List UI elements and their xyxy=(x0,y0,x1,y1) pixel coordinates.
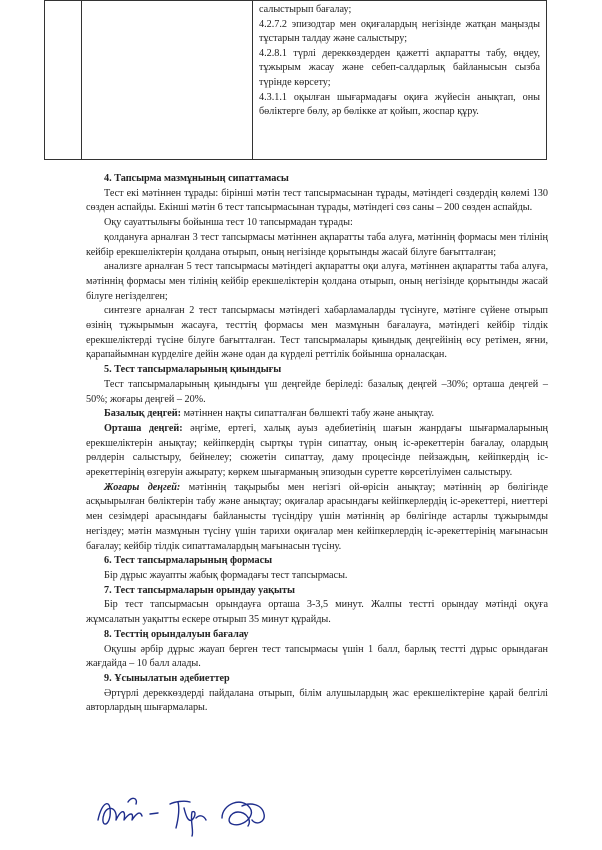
paragraph: синтезге арналған 2 тест тапсырмасы мәтіндегі хабарламаларды түсінуге, мәтінге сүйене отырып өзінің тұжырымын жасауға, тесттің формасы мен мазмұнын бағалауға, мәтіндегі кейбір тілдік ерекшеліктерді түсіне білуге бағытталған. Тест тапсырмалары қиындық деңгейінің өсу ретімен, яғни, қарапайымнан күрделіге дейін және одан да күрделі реттілік бойынша орналасқан. xyxy=(86,305,548,361)
section-heading: 4. Тапсырма мазмұнының сипаттамасы xyxy=(104,173,289,184)
section-heading: 7. Тест тапсырмаларын орындау уақыты xyxy=(104,584,295,596)
table-cell-number xyxy=(45,1,82,160)
table-cell-objectives xyxy=(253,1,547,160)
mid-level-label: Орташа деңгей: xyxy=(104,422,183,434)
paragraph: қолдануға арналған 3 тест тапсырмасы мәтіннен ақпаратты таба алуға, мәтіннің формасы мен тілінің кейбір ерекшеліктерін қолдана отырып, оның негізінде қорытынды жасай білуге бағытталған; xyxy=(86,231,548,258)
section-heading: 6. Тест тапсырмаларының формасы xyxy=(104,555,273,567)
basic-level-text: мәтіннен нақты сипатталған бөлшекті табу және анықтау. xyxy=(181,408,435,420)
table-line: 4.3.1.1 оқылған шығармадағы оқиға жүйесін анықтап, оны бөліктерге бөлу, әр бөлікке ат қойып, жоспар құру. xyxy=(259,91,540,118)
basic-level-label: Базалық деңгей: xyxy=(104,408,182,420)
paragraph: Бір тест тапсырмасын орындауға орташа 3-3,5 минут. Жалпы тестті орындау мәтінді оқуға жұмсалатын уақытты ескере отырып 35 минут құрайды. xyxy=(86,599,548,626)
paragraph-basic-level xyxy=(86,407,548,422)
paragraph: Әртүрлі дереккөздерді пайдалана отырып, білім алушылардың жас ерекшеліктеріне қарай белгілі авторлардың шығармалары. xyxy=(86,687,548,714)
paragraph-mid-level xyxy=(86,422,548,481)
paragraph-high-level xyxy=(86,481,548,555)
section-heading: 9. Ұсынылатын әдебиеттер xyxy=(104,672,230,684)
high-level-text: мәтіннің тақырыбы мен негізгі ой-өрісін анықтау; мәтіннің әр бөлігінде асқыырылған бөліктерін табу және анықтау; оқиғалар арасындағы кейіпкерлердің іс-әрекеттері, ниеттері мен сезімдері арасындағы байланысты түсіндіру үшін мәтіннің әр бөлігінде астарлы тұжырымды негіздеу; мәтін мазмұнын түсіну үшін тарихи оқиғалар мен кейіпкерлердің іс-әрекеттерінің мағынасын бағалау; кейбір тілдік сипаттамалардың мағынасын түсіну. xyxy=(86,481,548,552)
section-heading: 5. Тест тапсырмаларының қиындығы xyxy=(104,364,282,376)
section-heading: 8. Тесттің орындалуын бағалау xyxy=(104,628,249,640)
paragraph: анализге арналған 5 тест тапсырмасы мәтіндегі ақпаратты оқи алуға, мәтіннен ақпаратты таба алуға, мәтіннің формасы мен тілінің кейбір ерекшеліктерін қолдана отырып, оның негізінде қорытынды жасай білуге негізделген; xyxy=(86,261,548,302)
signature-3 xyxy=(222,802,264,826)
signature-2 xyxy=(170,801,206,836)
table-line: 4.2.8.1 түрлі дереккөздерден қажетті ақпаратты табу, өңдеу, тұжырым жасау және себеп-салдарлық байланысын сызба түрінде көрсету; xyxy=(259,47,540,88)
table-cell-topic xyxy=(82,1,253,160)
document-body xyxy=(86,172,548,716)
paragraph: Оқушы әрбір дұрыс жауап берген тест тапсырмасы үшін 1 балл, барлық тестті дұрыс орындаған жағдайда – 10 балл алады. xyxy=(86,643,548,670)
paragraph: Тест тапсырмаларының қиындығы үш деңгейде беріледі: базалық деңгей –30%; орташа деңгей – 50%; жоғары деңгей – 20%. xyxy=(86,378,548,405)
signature-dash xyxy=(150,813,158,814)
paragraph: Тест екі мәтіннен тұрады: бірінші мәтін тест тапсырмасынан тұрады, мәтіндегі сөздердің көлемі 130 сөзден аспайды. Екінші мәтін 6 тест тапсырмасынан тұрады, мәтіндегі сөз саны – 200 сөзден аспайды. xyxy=(86,187,548,214)
signature-1 xyxy=(98,798,142,824)
paragraph: Бір дұрыс жауапты жабық формадағы тест тапсырмасы. xyxy=(104,569,348,581)
table-line: 4.2.7.2 эпизодтар мен оқиғалардың негізінде жатқан маңызды тұстарын талдау және салыстыру; xyxy=(259,18,540,45)
outcomes-table xyxy=(44,0,547,160)
mid-level-text: әңгіме, ертегі, халық ауыз әдебиетінің шағын жанрдағы шығармаларының ерекшеліктерін анықтау; кейіпкердің сыртқы түрін сипаттау, оның іс-әрекеттерін бағалау, олардың рөлдерін салыстыру, бейнелеу; сюжетін сипаттау, даму процесінде пейзаждың, кейіпкердің іс-әрекеттерінің өзгеруін ажырату; көркем шығарманың эпизодын суретте көрсетілуімен салыстыру. xyxy=(86,422,548,479)
handwritten-signatures xyxy=(92,790,332,840)
paragraph: Оқу сауаттылығы бойынша тест 10 тапсырмадан тұрады: xyxy=(104,217,353,229)
high-level-label: Жоғары деңгей: xyxy=(104,481,181,493)
table-line: салыстырып бағалау; xyxy=(259,4,352,15)
